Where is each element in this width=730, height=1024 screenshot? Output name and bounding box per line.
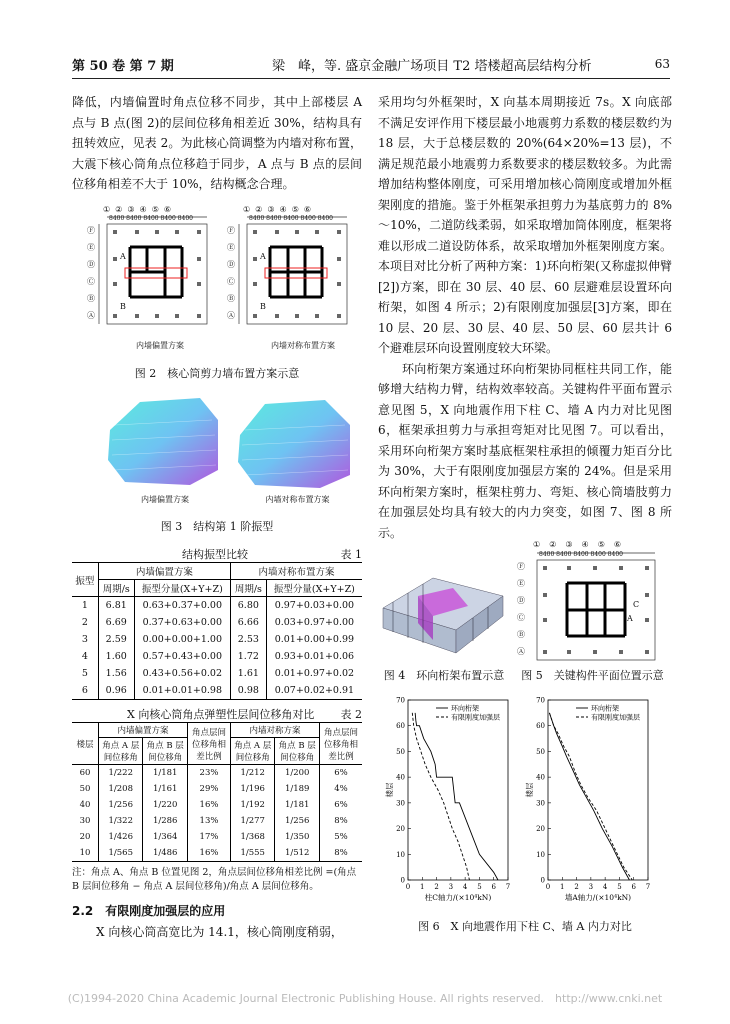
dimension-label: 8400 8400 8400 8400 8400 [109, 215, 193, 222]
table-cell: 1/212 [230, 765, 274, 782]
x-tick-label: 7 [645, 883, 651, 891]
point-a-label: A [120, 252, 126, 261]
table-cell: 4 [72, 648, 98, 665]
figure-4-caption: 图 4 环向桁架布置示意 [383, 669, 505, 682]
y-tick-label: 70 [396, 696, 405, 705]
table-cell: 13% [187, 813, 230, 829]
x-tick-label: 5 [477, 883, 482, 891]
table-1 [72, 562, 362, 700]
table-cell: 0.01+0.01+0.98 [134, 682, 230, 700]
table-cell: 0.00+0.00+1.00 [134, 631, 230, 648]
x-axis-label: 墙A轴力/(×10⁴kN) [564, 893, 632, 902]
table-cell: 1.72 [230, 648, 266, 665]
paragraph: 降低，内墙偏置时角点位移不同步，其中上部楼层 A 点与 B 点(图 2)的层间位移角相差近 30%，结构具有扭转效应，见表 2。为此核心筒调整为内墙对称布置，大震下核心筒角点位移趋于同步，A 点与 B 点的层间位移角相差不大于 10%，结构概念合理。 [72, 95, 362, 191]
section-heading: 2.2 有限刚度加强层的应用 [72, 904, 226, 918]
plot-frame [548, 700, 648, 880]
table-row [72, 781, 362, 797]
y-tick-label: 70 [536, 696, 545, 705]
table-cell: 1/200 [275, 765, 320, 782]
y-tick-label: 50 [396, 747, 405, 756]
table-row [72, 614, 362, 631]
x-tick-label: 4 [462, 883, 468, 891]
header-group-1: 内墙偏置方案 [99, 723, 188, 738]
table-cell: 40 [72, 797, 99, 813]
table-cell: 1/364 [143, 829, 188, 845]
table-row [72, 597, 362, 615]
figure-2 [85, 202, 365, 372]
subfigure-label: 内墙对称布置方案 [265, 495, 330, 504]
subfigure-label: 内墙对称布置方案 [271, 341, 335, 350]
table-cell: 20 [72, 829, 99, 845]
table-cell: 6 [72, 682, 98, 700]
header-floor: 楼层 [72, 723, 99, 765]
table-cell: 0.43+0.56+0.02 [134, 665, 230, 682]
y-tick-label: 50 [536, 747, 545, 756]
page-header [72, 55, 670, 77]
figure-4 [378, 568, 510, 660]
x-tick-label: 2 [574, 883, 579, 891]
figure-6 [380, 690, 670, 910]
table-cell: 6.80 [230, 597, 266, 615]
table-2-body [72, 765, 362, 862]
x-tick-label: 3 [448, 883, 454, 891]
table-cell: 5 [72, 665, 98, 682]
table-cell: 1/181 [275, 797, 320, 813]
table-2-note: 注：角点 A、角点 B 位置见图 2，角点层间位移角相差比例 =(角点 B 层间位移角 − 角点 A 层间位移角)/角点 A 层间位移角。 [72, 867, 357, 892]
x-tick-label: 4 [602, 883, 608, 891]
plot-frame [408, 700, 508, 880]
point-a-label: A [260, 252, 266, 261]
figure-3-caption: 图 3 结构第 1 阶振型 [160, 520, 274, 533]
table-cell: 1/256 [99, 797, 143, 813]
table-cell: 4% [334, 784, 348, 794]
table-cell: 0.93+0.01+0.06 [274, 651, 355, 662]
table-cell: 6.81 [98, 597, 134, 615]
y-tick-label: 40 [536, 773, 545, 782]
y-tick-label: 30 [396, 799, 405, 808]
x-tick-label: 0 [545, 883, 551, 891]
table-2-number: 表 2 [340, 708, 362, 721]
table-cell: 60 [72, 765, 99, 782]
table-cell: 1.61 [230, 665, 266, 682]
legend-label: 环向桁架 [591, 704, 619, 713]
table-cell: 1/189 [275, 781, 320, 797]
table-cell: 23% [187, 765, 230, 782]
table-cell: 5% [334, 832, 348, 842]
section-text: X 向核心筒高宽比为 14.1，核心筒刚度稍弱， [96, 925, 343, 939]
table-cell: 1/208 [99, 781, 143, 797]
table-cell: 1.56 [98, 665, 134, 682]
x-tick-label: 3 [588, 883, 594, 891]
table-row [72, 829, 362, 845]
y-tick-label: 10 [536, 850, 545, 859]
table-cell: 10 [72, 845, 99, 862]
table-cell: 6% [334, 768, 348, 778]
y-tick-label: 20 [396, 825, 405, 834]
table-2 [72, 722, 362, 862]
table-row [72, 631, 362, 648]
table-cell: 0.01+0.97+0.02 [274, 668, 355, 679]
table-cell: 1/220 [143, 797, 188, 813]
table-cell: 0.97+0.03+0.00 [274, 600, 355, 611]
header-mode: 振型 [72, 563, 98, 597]
subfigure-label: 内墙偏置方案 [136, 341, 184, 350]
y-tick-label: 10 [396, 850, 405, 859]
table-cell: 0.57+0.43+0.00 [134, 648, 230, 665]
table-row [72, 765, 362, 782]
table-cell: 1/277 [230, 813, 274, 829]
header-group-1: 内墙偏置方案 [98, 563, 230, 580]
y-tick-label: 20 [536, 825, 545, 834]
table-cell: 1/350 [275, 829, 320, 845]
left-intro-text [72, 92, 362, 195]
x-tick-label: 5 [617, 883, 622, 891]
header-point-a: 角点 A 层间位移角 [99, 738, 143, 765]
table-cell: 2 [72, 614, 98, 631]
mode-shape-render [100, 390, 365, 490]
y-axis-label: 楼层 [385, 782, 394, 798]
figure-5 [515, 538, 670, 663]
column-grid-labels: ①②③④⑤⑥ [243, 205, 317, 214]
table-cell: 6.69 [98, 614, 134, 631]
table-cell: 1/222 [99, 765, 143, 782]
dimension-label: 8400 8400 8400 8400 8400 [539, 551, 623, 558]
figure-3 [100, 390, 365, 510]
table-cell: 1/555 [230, 845, 274, 862]
table-cell: 0.98 [230, 682, 266, 700]
table-cell: 17% [187, 829, 230, 845]
table-cell: 8% [334, 816, 348, 826]
y-tick-label: 0 [540, 876, 545, 885]
table-cell: 29% [187, 781, 230, 797]
column-c-label: C [633, 600, 640, 609]
table-cell: 50 [72, 781, 99, 797]
table-row [72, 682, 362, 700]
row-grid-labels: Ⓕ Ⓔ Ⓓ Ⓒ Ⓑ Ⓐ [227, 226, 235, 320]
column-grid-labels: ①②③④⑤⑥ [533, 540, 631, 549]
y-axis-label: 楼层 [525, 782, 534, 798]
table-cell: 1/368 [230, 829, 274, 845]
header-component: 振型分量(X+Y+Z) [134, 580, 230, 597]
x-axis-label: 柱C轴力/(×10⁴kN) [424, 893, 492, 902]
table-row [72, 845, 362, 862]
table-row [72, 813, 362, 829]
row-grid-labels: Ⓕ Ⓔ Ⓓ Ⓒ Ⓑ Ⓐ [87, 226, 95, 320]
table-1-title: 结构振型比较 [182, 548, 248, 561]
ring-truss-render [378, 568, 510, 660]
table-2-title: X 向核心筒角点弹塑性层间位移角对比 [127, 708, 315, 721]
header-group-2: 内墙对称方案 [230, 723, 319, 738]
y-tick-label: 0 [400, 876, 405, 885]
x-tick-label: 2 [434, 883, 439, 891]
table-cell: 1/256 [275, 813, 320, 829]
table-cell: 1/196 [230, 781, 274, 797]
table-cell: 0.63+0.37+0.00 [134, 597, 230, 615]
header-group-2: 内墙对称布置方案 [230, 563, 362, 580]
x-tick-label: 0 [405, 883, 411, 891]
legend-label: 有限刚度加强层 [451, 713, 500, 722]
table-row [72, 648, 362, 665]
table-cell: 1/512 [275, 845, 320, 862]
table-cell: 0.07+0.02+0.91 [266, 682, 362, 700]
table-cell: 6.66 [230, 614, 266, 631]
header-period: 周期/s [230, 580, 266, 597]
right-col-text [378, 92, 672, 543]
table-cell: 3 [72, 631, 98, 648]
table-cell: 1 [72, 597, 98, 615]
table-row [72, 797, 362, 813]
table-1-body [72, 597, 362, 700]
x-tick-label: 6 [491, 883, 496, 891]
table-1-number: 表 1 [340, 548, 362, 561]
x-tick-label: 7 [505, 883, 511, 891]
figure-6-caption: 图 6 X 向地震作用下柱 C、墙 A 内力对比 [418, 920, 632, 933]
figure-2-caption: 图 2 核心筒剪力墙布置方案示意 [134, 367, 300, 380]
table-cell: 1/192 [230, 797, 274, 813]
journal-volume: 第 50 卷 第 7 期 [72, 59, 174, 74]
header-point-b: 角点 B 层间位移角 [275, 738, 320, 765]
running-title: 梁 峰，等. 盛京金融广场项目 T2 塔楼超高层结构分析 [272, 59, 592, 74]
table-cell: 0.96 [98, 682, 134, 700]
table-cell: 30 [72, 813, 99, 829]
subfigure-label: 内墙偏置方案 [141, 495, 189, 504]
x-tick-label: 1 [560, 883, 565, 891]
table-cell: 2.59 [98, 631, 134, 648]
point-b-label: B [260, 302, 266, 311]
series-line [549, 713, 632, 880]
figure-5-caption: 图 5 关键构件平面位置示意 [521, 669, 664, 682]
header-ratio: 角点层间位移角相差比例 [187, 723, 230, 765]
table-cell: 16% [187, 845, 230, 862]
table-cell: 0.01+0.00+0.99 [274, 634, 355, 645]
y-tick-label: 60 [536, 722, 545, 731]
paragraph: 环向桁架方案通过环向桁架协同框柱共同工作，能够增大结构力臂，结构效率较高。关键构件平面布置示意见图 5，X 向地震作用下柱 C、墙 A 内力对比见图 6，框架承担剪力与承担弯矩对比见图 7。可以看出，采用环向桁架方案时基底框架柱承担的倾覆力矩百分比为 30%，大于有限刚度加强层方案的 24%。但是采用环向桁架方案时，框架柱剪力、弯矩、核心筒墙肢剪力在加强层处均具有较大的内力突变，如图 7、图 8 所示。 [378, 361, 672, 540]
x-tick-label: 1 [420, 883, 425, 891]
table-cell: 6% [334, 800, 348, 810]
core-wall-layout-drawing [85, 202, 365, 362]
table-cell: 1/486 [143, 845, 188, 862]
legend-label: 有限刚度加强层 [591, 713, 640, 722]
table-cell: 1/565 [99, 845, 143, 862]
wall-a-label: A [627, 614, 633, 623]
header-component: 振型分量(X+Y+Z) [266, 580, 362, 597]
table-cell: 1/322 [99, 813, 143, 829]
table-cell: 0.37+0.63+0.00 [134, 614, 230, 631]
series-line [415, 713, 498, 880]
table-cell: 1.60 [98, 648, 134, 665]
table-cell: 0.03+0.97+0.00 [274, 617, 355, 628]
table-cell: 8% [320, 845, 363, 862]
table-cell: 2.53 [230, 631, 266, 648]
dimension-label: 8400 8400 8400 8400 8400 [249, 215, 333, 222]
legend-label: 环向桁架 [451, 704, 479, 713]
y-tick-label: 60 [396, 722, 405, 731]
table-cell: 1/161 [143, 781, 188, 797]
table-row [72, 665, 362, 682]
axial-force-charts [380, 690, 670, 910]
header-point-a: 角点 A 层间位移角 [230, 738, 274, 765]
page-number: 63 [654, 57, 670, 71]
header-rule [72, 78, 670, 79]
paragraph: 采用均匀外框架时，X 向基本周期接近 7s。X 向底部不满足安评作用下楼层最小地震剪力系数的楼层数约为 18 层，大于总楼层数的 20%(64×20%=13 层)，不满足规范最小地震剪力系数要求的楼层数较多。为此需增加结构整体刚度，可采用增加核心筒刚度或增加外框架刚度的措施。鉴于外框架承担剪力为基底剪力的 8%～10%，二道防线柔弱，如采取增加筒体刚度，框架将难以形成二道设防体系，故采取增加外框架刚度方案。本项目对比分析了两种方案：1)环向桁架(又称虚拟伸臂[2])方案，即在 30 层、40 层、60 层避难层设置环向桁架，如图 4 所示；2)有限刚度加强层[3]方案，即在 10 层、20 层、30 层、40 层、50 层、60 层共计 6 个避难层环向设置刚度较大环梁。 [378, 95, 672, 355]
series-line [412, 713, 469, 880]
copyright-footer: (C)1994-2020 China Academic Journal Electronic Publishing House. All rights reserved. http://www.cnki.net [67, 992, 663, 1005]
table-cell: 1/426 [99, 829, 143, 845]
row-grid-labels: Ⓕ Ⓔ Ⓓ Ⓒ Ⓑ Ⓐ [517, 562, 525, 656]
table-cell: 16% [187, 797, 230, 813]
header-period: 周期/s [98, 580, 134, 597]
x-tick-label: 6 [631, 883, 636, 891]
header-ratio: 角点层间位移角相差比例 [320, 723, 363, 765]
point-b-label: B [120, 302, 126, 311]
table-cell: 1/181 [143, 765, 188, 782]
table-cell: 1/286 [143, 813, 188, 829]
column-grid-labels: ①②③④⑤⑥ [103, 205, 177, 214]
y-tick-label: 40 [396, 773, 405, 782]
y-tick-label: 30 [536, 799, 545, 808]
header-point-b: 角点 B 层间位移角 [143, 738, 188, 765]
